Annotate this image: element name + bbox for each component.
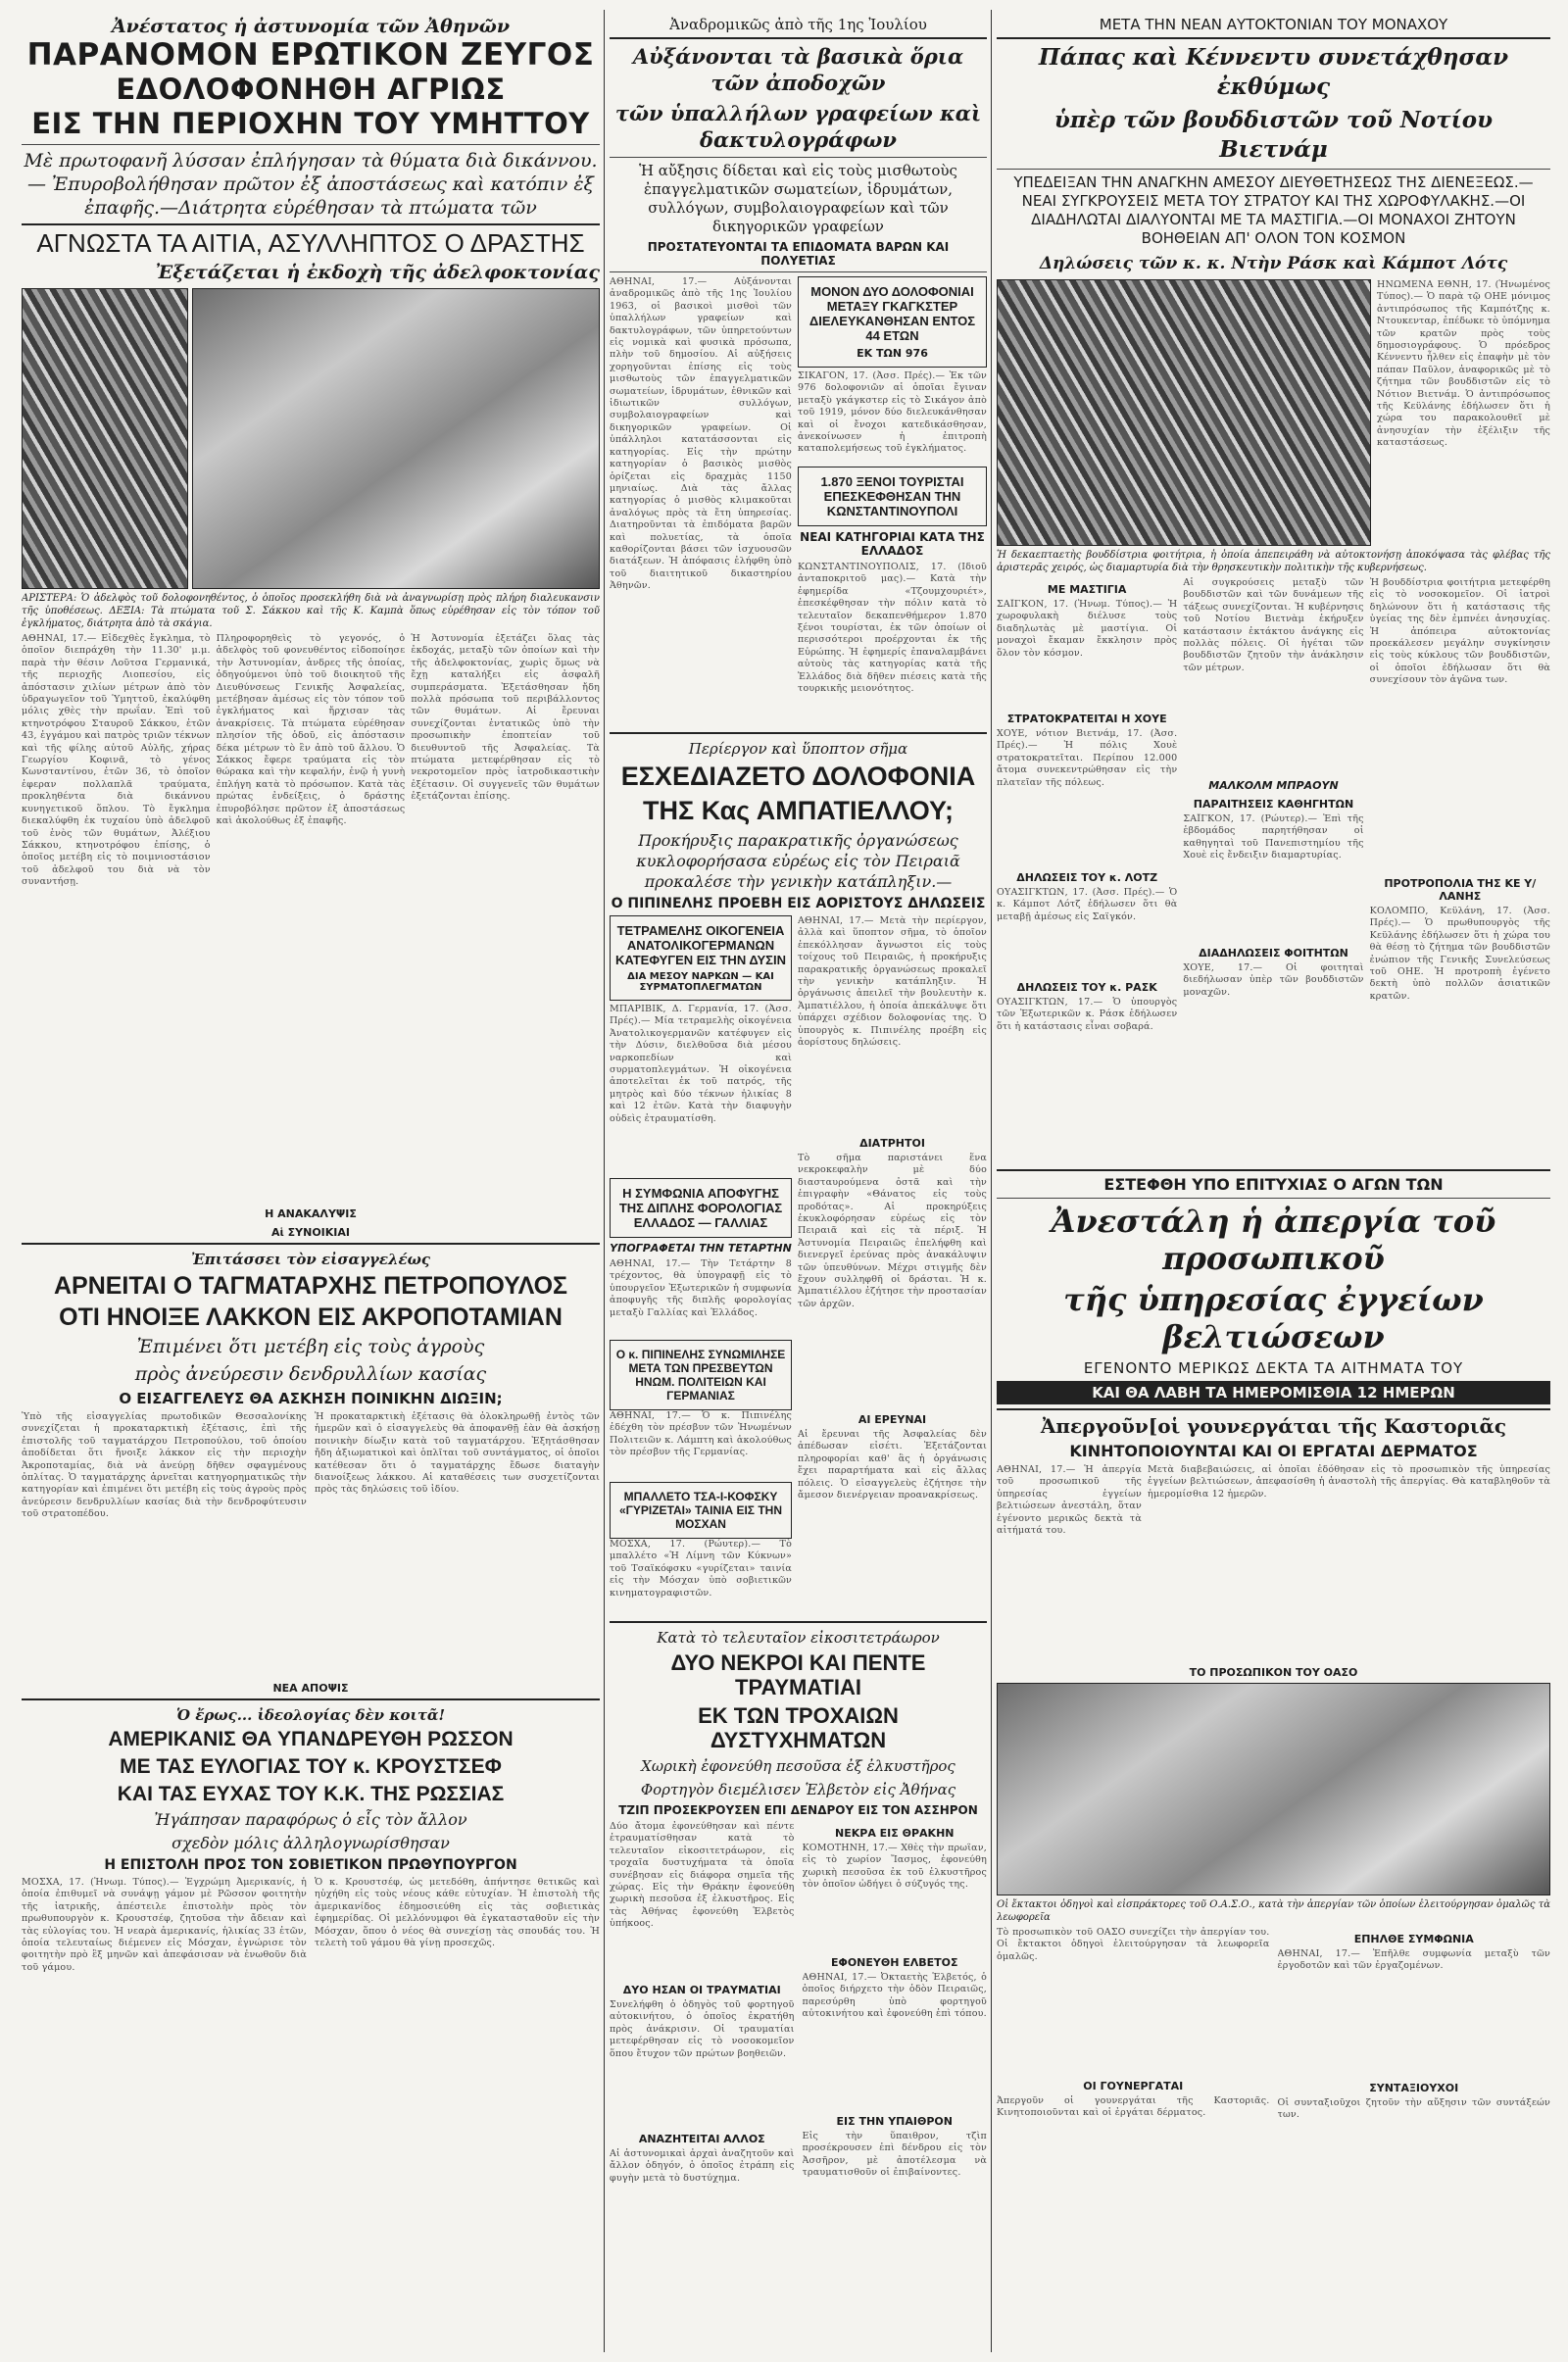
section-title: ΔΙΑΤΡΗΤΟΙ (859, 1137, 925, 1150)
section-title: ΔΥΟ ΗΣΑΝ ΟΙ ΤΡΑΥΜΑΤΙΑΙ (622, 1984, 781, 1996)
article-text: Μετὰ διαβεβαιώσεις, αἱ ὁποῖαι ἐδόθησαν εἰς τὸ προσωπικὸν τῆς ὑπηρεσίας ἐγγείων βελτιώσεων, ἀπεφασίσθη ἡ ἀναστολὴ τῆς ἀπεργίας. Θὰ καταβληθοῦν τὰ ἡμερομίσθια 12 ἡμερῶν. (1148, 1464, 1550, 1500)
article-text: ΑΘΗΝΑΙ, 17.— Τὴν Τετάρτην 8 τρέχοντος, θὰ ὑπογραφῇ εἰς τὸ ὑπουργεῖον Ἐξωτερικῶν ἡ συμφωνία ἀποφυγῆς τῆς διπλῆς φορολογίας μεταξὺ Γαλλίας καὶ Ἑλλάδος. (610, 1258, 792, 1318)
article-text: Εἰς τὴν ὕπαιθρον, τζὶπ προσέκρουσεν ἐπὶ δένδρου εἰς τὸν Ἀσσῆρον, μὲ ἀποτέλεσμα νὰ τραυματισθοῦν οἱ ἐπιβαίνοντες. (802, 2131, 987, 2179)
article-text: Οἱ συνταξιοῦχοι ζητοῦν τὴν αὔξησιν τῶν συντάξεών των. (1277, 2097, 1550, 2121)
deck: Ἡ αὔξησις δίδεται καὶ εἰς τοὺς μισθωτοὺς ἐπαγγελματικῶν σωματείων, ἱδρυμάτων, συλλόγων, συμβολαιογραφείων καὶ τῶν δικηγορικῶν γραφείων (639, 162, 957, 235)
subhead: Ο ΠΙΠΙΝΕΛΗΣ ΠΡΟΕΒΗ ΕΙΣ ΑΟΡΙΣΤΟΥΣ ΔΗΛΩΣΕΙΣ (611, 896, 986, 911)
headline: ΑΡΝΕΙΤΑΙ Ο ΤΑΓΜΑΤΑΡΧΗΣ ΠΕΤΡΟΠΟΥΛΟΣ (53, 1272, 568, 1300)
headline: ΕΚ ΤΩΝ ΤΡΟΧΑΙΩΝ ΔΥΣΤΥΧΗΜΑΤΩΝ (698, 1703, 899, 1752)
headline: ΕΙΣ ΤΗΝ ΠΕΡΙΟΧΗΝ ΤΟΥ ΥΜΗΤΤΟΥ (31, 107, 590, 140)
box-headline: Η ΣΥΜΦΩΝΙΑ ΑΠΟΦΥΓΗΣ ΤΗΣ ΔΙΠΛΗΣ ΦΟΡΟΛΟΓΙΑΣ ΕΛΛΑΔΟΣ — ΓΑΛΛΙΑΣ (618, 1186, 783, 1230)
article-text: ΑΘΗΝΑΙ, 17.— Ὀκταετὴς Ἑλβετός, ὁ ὁποῖος διήρχετο τὴν ὁδὸν Πειραιῶς, παρεσύρθη ὑπὸ φορτηγοῦ αὐτοκινήτου καὶ ἐφονεύθη ἐπὶ τόπου. (802, 1972, 987, 2020)
column-middle (610, 10, 987, 2352)
subhead: ΠΡΟΣΤΑΤΕΥΟΝΤΑΙ ΤΑ ΕΠΙΔΟΜΑΤΑ ΒΑΡΩΝ ΚΑΙ ΠΟΛΥΕΤΙΑΣ (647, 240, 950, 268)
subhead: ΤΖΙΠ ΠΡΟΣΕΚΡΟΥΣΕΝ ΕΠΙ ΔΕΝΔΡΟΥ ΕΙΣ ΤΟΝ ΑΣΣΗΡΟΝ (618, 1803, 978, 1817)
article-text: Αἱ ἀστυνομικαὶ ἀρχαὶ ἀναζητοῦν καὶ ἄλλον ὁδηγόν, ὁ ὁποῖος ἐτράπη εἰς φυγὴν μετὰ τὸ δυστύχημα. (610, 2148, 795, 2184)
subhead: ΑΓΝΩΣΤΑ ΤΑ ΑΙΤΙΑ, ΑΣΥΛΛΗΠΤΟΣ Ο ΔΡΑΣΤΗΣ (36, 228, 585, 258)
section-title: ΜΕ ΜΑΣΤΙΓΙΑ (1047, 583, 1127, 596)
deck: Φορτηγὸν διεμέλισεν Ἑλβετὸν εἰς Ἀθήνας (640, 1781, 956, 1798)
article-text: Ἀπεργοῦν οἱ γουνεργάται τῆς Καστοριᾶς. Κινητοποιοῦνται καὶ οἱ ἐργάται δέρματος. (997, 2095, 1270, 2119)
headline: ΟΤΙ ΗΝΟΙΞΕ ΛΑΚΚΟΝ ΕΙΣ ΑΚΡΟΠΟΤΑΜΙΑΝ (59, 1304, 563, 1331)
photo-brother (22, 288, 188, 589)
kicker: Ὁ ἔρως... ἰδεολογίας δὲν κοιτᾶ! (175, 1706, 446, 1724)
headline: ΚΑΙ ΤΑΣ ΕΥΧΑΣ ΤΟΥ Κ.Κ. ΤΗΣ ΡΩΣΣΙΑΣ (117, 1783, 505, 1805)
article-text: ΚΩΝΣΤΑΝΤΙΝΟΥΠΟΛΙΣ, 17. (Ιδιοῦ ἀνταποκριτοῦ μας).— Κατὰ τὴν ἐφημερίδα «Τζουμχουριέτ», ἐπεσκέφθησαν τὴν πόλιν κατὰ τὸ τελευταῖον δεκαπενθήμερον 1.870 ξένοι τουρίσται, ἐκ τῶν ὁποίων οἱ περισσότεροι προέρχονται ἐκ τῆς Εὐρώπης. Ἡ ἐφημερίς ἐπαναλαμβάνει αὐτοὺς τὰς κατηγορίας κατὰ τῆς Ἑλλάδος διὰ δῆθεν πιέσεις κατὰ τῆς τουρκικῆς μειονότητος. (798, 562, 987, 695)
kicker: Ἀνέστατος ἡ ἀστυνομία τῶν Ἀθηνῶν (111, 16, 511, 37)
box-headline: Ο κ. ΠΙΠΙΝΕΛΗΣ ΣΥΝΩΜΙΛΗΣΕ ΜΕΤΑ ΤΩΝ ΠΡΕΣΒΕΥΤΩΝ ΗΝΩΜ. ΠΟΛΙΤΕΙΩΝ ΚΑΙ ΓΕΡΜΑΝΙΑΣ (615, 1348, 786, 1402)
subdeck: Ἐξετάζεται ἡ ἐκδοχὴ τῆς ἀδελφοκτονίας (155, 262, 600, 283)
box-subhead: ΥΠΟΓΡΑΦΕΤΑΙ ΤΗΝ ΤΕΤΑΡΤΗΝ (610, 1242, 792, 1255)
deck: ΚΑΙ ΘΑ ΛΑΒΗ ΤΑ ΗΜΕΡΟΜΙΣΘΙΑ 12 ΗΜΕΡΩΝ (997, 1381, 1550, 1404)
section-title: ΤΟ ΠΡΟΣΩΠΙΚΟΝ ΤΟΥ ΟΑΣΟ (1189, 1666, 1358, 1679)
kicker: ΜΕΤΑ ΤΗΝ ΝΕΑΝ ΑΥΤΟΚΤΟΝΙΑΝ ΤΟΥ ΜΟΝΑΧΟΥ (1099, 16, 1448, 33)
subhead: Η ΕΠΙΣΤΟΛΗ ΠΡΟΣ ΤΟΝ ΣΟΒΙΕΤΙΚΟΝ ΠΡΩΘΥΠΟΥΡΓΟΝ (104, 1857, 517, 1873)
article-text: Τὸ σῆμα παριστάνει ἕνα νεκροκεφαλὴν μὲ δύο διασταυρούμενα ὀστᾶ καὶ τὴν ἐπιγραφὴν «Θάνατος εἰς τοὺς προδότας». Αἱ προκηρύξεις ἐκυκλοφόρησαν εὐρέως εἰς τὸν Πειραιᾶ καὶ εἰς τὰ πέριξ. Ἡ Ἀστυνομία Πειραιῶς ἐπελήφθη καὶ διενεργεῖ ἐρεύνας πρὸς ἀνακάλυψιν τῶν ὑπευθύνων. Μέχρι στιγμῆς δὲν ἔχουν συλληφθῆ οἱ δράσται. Ἡ κ. Ἀμπατιέλλου ἐζήτησε τὴν προστασίαν τῶν ἀρχῶν. (798, 1153, 987, 1309)
headline: ΕΣΧΕΔΙΑΖΕΤΟ ΔΟΛΟΦΟΝΙΑ (620, 762, 976, 791)
article-text: Ἡ βουδδίστρια φοιτήτρια μετεφέρθη εἰς τὸ νοσοκομεῖον. Οἱ ἰατροὶ δηλώνουν ὅτι ἡ κατάστασις τῆς ὑγείας της δὲν ἐμπνέει ἀνησυχίας. Ἡ ἀπόπειρα αὐτοκτονίας προεκάλεσεν μεγάλην συγκίνησιν εἰς τοὺς κύκλους τῶν βουδδιστῶν, οἱ ὁποῖοι ἐδήλωσαν ὅτι θὰ συνεχίσουν τὸν ἀγῶνα των. (1369, 577, 1550, 686)
deck: ΕΓΕΝΟΝΤΟ ΜΕΡΙΚΩΣ ΔΕΚΤΑ ΤΑ ΑΙΤΗΜΑΤΑ ΤΟΥ (1083, 1359, 1464, 1377)
section-title: ΝΕΑ ΑΠΟΨΙΣ (272, 1682, 349, 1695)
deck: Προκήρυξις παρακρατικῆς ὀργανώσεως κυκλοφορήσασα εὐρέως εἰς τὸν Πειραιᾶ προκαλέσε τὴν γενικὴν κατάπληξιν.— (636, 831, 960, 891)
article-text: Ὁ κ. Κρουστσέφ, ὡς μετεδόθη, ἀπήντησε θετικῶς καὶ ηὐχήθη εἰς τοὺς νέους κάθε εὐτυχίαν. Ἡ ἐπιστολὴ τῆς ἀμερικανίδος ἐδημοσιεύθη εἰς τὰς σοβιετικὰς ἐφημερίδας. Οἱ μελλόνυμφοι θὰ ἐγκατασταθοῦν εἰς τὴν Μόσχαν, ὅπου ὁ νέος θὰ συνεχίσῃ τὰς σπουδάς του. Ἡ τελετὴ τοῦ γάμου θὰ γίνῃ προσεχῶς. (315, 1877, 600, 1949)
headline: ΠΑΡΑΝΟΜΟΝ ΕΡΩΤΙΚΟΝ ΖΕΥΓΟΣ (26, 37, 595, 73)
deck: Χωρικὴ ἐφονεύθη πεσοῦσα ἐξ ἐλκυστῆρος (641, 1757, 956, 1775)
deck: Μὲ πρωτοφανῆ λύσσαν ἐπλήγησαν τὰ θύματα διὰ δικάννου.— Ἐπυροβολήθησαν πρῶτον ἐξ ἀποστάσεως καὶ κατόπιν ἐξ ἐπαφῆς.—Διάτρητα εὑρέθησαν τὰ πτώματα τῶν (24, 150, 598, 219)
column-right (997, 10, 1550, 2352)
article-text: ΣΙΚΑΓΟΝ, 17. (Ἀσσ. Πρές).— Ἐκ τῶν 976 δολοφονιῶν αἱ ὁποῖαι ἔγιναν μεταξὺ γκάγκστερ εἰς τὸ Σικάγον ἀπὸ τοῦ 1919, μόνον δύο διελευκάνθησαν καὶ οἱ ἔνοχοι κατεδικάσθησαν, ἀνεκοίνωσεν ἡ ἐπιτροπὴ καταπολεμήσεως τοῦ ἐγκλήματος. (798, 370, 987, 455)
photo-caption: Ἡ δεκαεπταετὴς βουδδίστρια φοιτήτρια, ἡ ὁποία ἀπεπειράθη νὰ αὐτοκτονήσῃ ἀποκόψασα τὰς φλέβας τῆς ἀριστερᾶς χειρός, ὡς διαμαρτυρία διὰ τὴν θρησκευτικὴν πολιτικὴν τῆς κυβερνήσεως. (997, 550, 1550, 573)
article-text: ΣΑΪΓΚΟΝ, 17. (Ρώυτερ).— Ἐπὶ τῆς ἑβδομάδος παρητήθησαν οἱ καθηγηταὶ τοῦ Πανεπιστημίου τῆς Χουὲ εἰς ἔνδειξιν διαμαρτυρίας. (1183, 813, 1364, 861)
article-text: ΜΠΑΡΙΒΙΚ, Δ. Γερμανία, 17. (Ἀσσ. Πρές).— Μία τετραμελὴς οἰκογένεια Ἀνατολικογερμανῶν κατέφυγεν εἰς τὴν Δύσιν, διελθοῦσα διὰ μέσου ναρκοπεδίων καὶ συρματοπλεγμάτων. Ἡ οἰκογένεια ἀποτελεῖται ἐκ τοῦ πατρός, τῆς μητρὸς καὶ δύο τέκνων ἡλικίας 8 καὶ 12 ἐτῶν. Κατὰ τὴν διαφυγὴν οὐδεὶς ἐτραυματίσθη. (610, 1004, 792, 1124)
subhead: Ο ΕΙΣΑΓΓΕΛΕΥΣ ΘΑ ΑΣΚΗΣΗ ΠΟΙΝΙΚΗΝ ΔΙΩΞΙΝ; (119, 1390, 503, 1407)
column-rule (991, 10, 992, 2352)
box-subhead: ΕΚ ΤΩΝ 976 (857, 347, 928, 360)
kicker: Περίεργον καὶ ὕποπτον σῆμα (688, 740, 908, 758)
column-left (22, 10, 600, 2352)
article-text: Αἱ συγκρούσεις μεταξὺ τῶν βουδδιστῶν καὶ τῶν δυνάμεων τῆς τάξεως συνεχίζονται. Ἡ κυβέρνησις τοῦ Νοτίου Βιετνὰμ ἐκήρυξεν κατάστασιν ἐκτάκτου ἀνάγκης εἰς πολλὰς πόλεις. Οἱ ἡγέται τῶν βουδδιστῶν ζητοῦν τὴν ἀνάκλησιν τῶν μέτρων. (1183, 577, 1364, 673)
section-title: ΣΥΝΤΑΞΙΟΥΧΟΙ (1369, 2082, 1459, 2094)
article-text: ΑΘΗΝΑΙ, 17.— Ὁ κ. Πιπινέλης ἐδέχθη τὸν πρέσβυν τῶν Ἡνωμένων Πολιτειῶν κ. Λάμπτη καὶ ἀκολούθως τὸν πρέσβυν τῆς Γερμανίας. (610, 1410, 792, 1458)
article-text: ΗΝΩΜΕΝΑ ΕΘΝΗ, 17. (Ἡνωμένος Τύπος).— Ὁ παρὰ τῷ ΟΗΕ μόνιμος ἀντιπρόσωπος τῆς Καμπότζης κ. Ντουκενταρ, ἐπέδωκε τὸ ὑπόμνημα τῶν κρατῶν πρὸς τοὺς δημοσιογράφους. Ὁ πρόεδρος Κέννεντυ ἦλθεν εἰς ἐπαφὴν μὲ τὸν πάπαν Παῦλον, ἀναφορικῶς μὲ τὸ ζήτημα τῶν βουδδιστῶν εἰς τὸ Νότιον Βιετνάμ. Ὁ ἀντιπρόσωπος τῆς Κεϋλάνης ἐδήλωσεν ὅτι ἡ χώρα του παρακολουθεῖ μὲ ἀνησυχίαν τὴν ἐξέλιξιν τῆς καταστάσεως. (1377, 279, 1550, 449)
article-text: ΧΟΥΕ, νότιον Βιετνάμ, 17. (Ἀσσ. Πρές).— Ἡ πόλις Χουὲ στρατοκρατεῖται. Περίπου 12.000 ἄτομα συνεκεντρώθησαν εἰς τὴν πλατεῖαν τῆς πόλεως. (997, 728, 1178, 788)
headline: τῶν ὑπαλλήλων γραφείων καὶ δακτυλογράφων (614, 101, 982, 152)
article-text: Ἡ προκαταρκτικὴ ἐξέτασις θὰ ὁλοκληρωθῇ ἐντὸς τῶν ἡμερῶν καὶ ὁ εἰσαγγελεὺς θὰ ἀποφανθῇ ἐὰν θὰ ἀσκήσῃ ποινικὴν δίωξιν κατὰ τοῦ ταγματάρχου. Ἐξητάσθησαν ἤδη ἀξιωματικοὶ καὶ ὁπλῖται τοῦ συντάγματος, οἱ ὁποῖοι κατέθεσαν ὅτι ὁ ταγματάρχης ἔδωσε διαταγὴν διανοίξεως λάκκου. Αἱ καταθέσεις των συσχετίζονται πρὸς τὰς δηλώσεις τοῦ ἰδίου. (315, 1411, 600, 1496)
article-text: ΑΘΗΝΑΙ, 17.— Ἐπῆλθε συμφωνία μεταξὺ τῶν ἐργοδοτῶν καὶ τῶν ἐργαζομένων. (1277, 1948, 1550, 1972)
deck: πρὸς ἀνεύρεσιν δενδρυλλίων κασίας (134, 1363, 487, 1385)
section-title: ΕΙΣ ΤΗΝ ΥΠΑΙΘΡΟΝ (836, 2115, 953, 2128)
section-title: ΟΙ ΓΟΥΝΕΡΓΑΤΑΙ (1083, 2080, 1184, 2092)
section-title: ΠΑΡΑΙΤΗΣΕΙΣ ΚΑΘΗΓΗΤΩΝ (1193, 798, 1354, 811)
byline: ΜΑΛΚΟΛΜ ΜΠΡΑΟΥΝ (1208, 779, 1339, 792)
subhead: ΚΙΝΗΤΟΠΟΙΟΥΝΤΑΙ ΚΑΙ ΟΙ ΕΡΓΑΤΑΙ ΔΕΡΜΑΤΟΣ (1069, 1442, 1478, 1460)
section-title: ΝΕΚΡΑ ΕΙΣ ΘΡΑΚΗΝ (835, 1827, 955, 1840)
box-subhead: ΔΙΑ ΜΕΣΟΥ ΝΑΡΚΩΝ — ΚΑΙ ΣΥΡΜΑΤΟΠΛΕΓΜΑΤΩΝ (627, 971, 774, 993)
section-title: ΔΙΑΔΗΛΩΣΕΙΣ ΦΟΙΤΗΤΩΝ (1199, 947, 1348, 960)
photo-caption: ΑΡΙΣΤΕΡΑ: Ὁ ἀδελφὸς τοῦ δολοφονηθέντος, ὁ ὁποῖος προσεκλήθη διὰ νὰ ἀναγνωρίσῃ πρὸς πλήρη διαλευκανσιν τῆς ὑποθέσεως. ΔΕΞΙΑ: Τὰ πτώματα τοῦ Σ. Σάκκου καὶ τῆς Κ. Καμπὰ ὅπως εὑρέθησαν εἰς τὸν τόπον τοῦ ἐγκλήματος, διάτρητα ἀπὸ τὰ σκάγια. (22, 593, 600, 629)
headline: Ἀπεργοῦν[οἱ γουνεργάται τῆς Καστοριᾶς (1040, 1414, 1507, 1438)
headline: Αὐξάνονται τὰ βασικὰ ὅρια τῶν ἀποδοχῶν (632, 44, 964, 95)
article-text: Ὑπὸ τῆς εἰσαγγελίας πρωτοδικῶν Θεσσαλονίκης συνεχίζεται ἡ προκαταρκτικὴ ἐξέτασις, ἐπὶ τῆς ἐπιστολῆς τοῦ ταγματάρχου Πετροπούλου, τοῦ ὁποίου ἀποδίδεται ὅτι ἤνοιξε λάκκον εἰς τὴν περιοχὴν Ἀκροποταμίας, διὰ νὰ ἀνεύρῃ δῆθεν σφαγμένους ὀπλίτας. Ὁ ταγματάρχης ἀρνεῖται κατηγορηματικῶς τὴν κατηγορίαν καὶ ἐπιμένει ὅτι μετέβη εἰς τοὺς ἀγροὺς πρὸς ἀνεύρεσιν δενδρυλλίων κασίας διὰ τὴν δενδροφύτευσιν τοῦ στρατοπέδου. (22, 1411, 307, 1520)
article-text: ΚΟΛΟΜΠΟ, Κεϋλάνη, 17. (Ἀσσ. Πρές).— Ὁ πρωθυπουργὸς τῆς Κεϋλάνης ἐδήλωσεν ὅτι ἡ χώρα του θὰ θέσῃ τὸ ζήτημα τῶν βουδδιστῶν ἐνώπιον τῆς Γενικῆς Συνελεύσεως τοῦ ΟΗΕ. Ἡ προτροπὴ ἐγένετο δεκτὴ ὑπὸ πολλῶν ἀσιατικῶν κρατῶν. (1369, 906, 1550, 1002)
headline: ΕΔΟΛΟΦΟΝΗΘΗ ΑΓΡΙΩΣ (116, 73, 506, 106)
article-text: Πληροφορηθεὶς τὸ γεγονός, ὁ ἀδελφὸς τοῦ φονευθέντος εἰδοποίησε τὴν Ἀστυνομίαν, ἀνδρες τῆς ὁποίας, ὁδηγούμενοι ὑπὸ τοῦ διοικητοῦ τῆς Διευθύνσεως Γενικῆς Ἀσφαλείας, μετέβησαν ἀμέσως εἰς τὸν τόπον τοῦ ἐγκλήματος καὶ ἤρχισαν τὰς ἀνακρίσεις. Τὰ πτώματα εὑρέθησαν πλησίον τῆς ὁδοῦ, εἰς ἀπόστασιν δέκα μέτρων τὸ ἓν ἀπὸ τοῦ ἄλλου. Ὁ Σάκκος ἔφερε τραύματα εἰς τὸν θώρακα καὶ τὴν κεφαλήν, ἐνῷ ἡ γυνὴ ἐπλήγη κατὰ τὸ πρόσωπον. Κατὰ τὰς πρώτας ἐνδείξεις, ὁ δράστης ἐπυροβόλησε πρῶτον ἐξ ἀποστάσεως καὶ ἀκολούθως ἐξ ἐπαφῆς. (216, 633, 406, 827)
article-text: ΜΟΣΧΑ, 17. (Ρώυτερ).— Τὸ μπαλλέτο «Ἡ Λίμνη τῶν Κύκνων» τοῦ Τσαϊκόφσκυ «γυρίζεται» ταινία εἰς τὴν Μόσχαν ὑπὸ σοβιετικῶν κινηματογραφιστῶν. (610, 1539, 792, 1599)
kicker: Κατὰ τὸ τελευταῖον εἰκοσιτετράωρον (657, 1629, 940, 1647)
article-text: ΜΟΣΧΑ, 17. (Ἠνωμ. Τύπος).— Ἐγχρώμη Ἀμερικανίς, ἡ ὁποία ἐπιθυμεῖ νὰ συνάψῃ γάμον μὲ Ρῶσσον φοιτητὴν τῆς ἰατρικῆς, ἀπέστειλε ἐπιστολὴν πρὸς τὸν πρωθυπουργὸν κ. Κρουστσέφ, ζητοῦσα τὴν ἄδειαν καὶ τὰς εὐλογίας του. Ἡ νεαρὰ ἀμερικανίς, ἡλικίας 33 ἐτῶν, ὁποία τελευταίως διέμενεν εἰς Μόσχαν, ἐγνώρισε τὸν φοιτητὴν πρὸ ἓξ μηνῶν καὶ ἀπεφάσισαν νὰ ἐνωθοῦν διὰ τοῦ γάμου. (22, 1877, 307, 1973)
section-title: ΑΝΑΖΗΤΕΙΤΑΙ ΑΛΛΟΣ (638, 2133, 765, 2145)
subdeck: Δηλώσεις τῶν κ. κ. Ντὴν Ράσκ καὶ Κάμποτ Λότς (1039, 254, 1508, 273)
kicker: ΕΣΤΕΦΘΗ ΥΠΟ ΕΠΙΤΥΧΙΑΣ Ο ΑΓΩΝ ΤΩΝ (1103, 1175, 1444, 1194)
article-text: ΑΘΗΝΑΙ, 17.— Αὐξάνονται ἀναδρομικῶς ἀπὸ τῆς 1ης Ἰουλίου 1963, οἱ βασικοὶ μισθοὶ τῶν ὑπαλλήλων γραφείων καὶ δακτυλογράφων, τῶν ὑπηρετούντων εἰς νομικὰ καὶ φυσικὰ πρόσωπα, πλὴν τοῦ δημοσίου. Αἱ αὐξήσεις χορηγοῦνται ἐπίσης εἰς τοὺς μισθωτοὺς τῶν ἐπαγγελματικῶν σωματείων, ἱδρυμάτων, ἐθνικῶν καὶ ἰδιωτικῶν συλλόγων, συμβολαιογραφείων καὶ δικηγορικῶν γραφείων. Οἱ ὑπάλληλοι κατατάσσονται εἰς κατηγορίας. Εἰς τὴν πρώτην κατηγορίαν ὁ βασικὸς μισθὸς ὁρίζεται εἰς δραχμὰς 1150 μηνιαίως. Διὰ τὰς ἄλλας κατηγορίας ὁ μισθὸς κλιμακοῦται ἀναλόγως πρὸς τὰ ἔτη ὑπηρεσίας. Διατηροῦνται τὰ ἐπιδόματα βαρῶν καὶ πολυετίας, τὰ ὁποῖα καθορίζονται βάσει τῶν ἰσχυουσῶν διατάξεων. Ἡ ἀπόφασις ἐλήφθη ὑπὸ τοῦ διαιτητικοῦ δικαστηρίου Ἀθηνῶν. (610, 276, 792, 592)
photo-bus-drivers (997, 1683, 1550, 1895)
box-headline: ΤΕΤΡΑΜΕΛΗΣ ΟΙΚΟΓΕΝΕΙΑ ΑΝΑΤΟΛΙΚΟΓΕΡΜΑΝΩΝ ΚΑΤΕΦΥΓΕΝ ΕΙΣ ΤΗΝ ΔΥΣΙΝ (615, 923, 786, 967)
article-text: ΣΑΪΓΚΟΝ, 17. (Ἠνωμ. Τύπος).— Ἡ χωροφυλακὴ διέλυσε τοὺς διαδηλωτὰς μὲ μαστίγια. Οἱ μοναχοὶ ἔκαμαν ἔκκλησιν πρὸς ὅλον τὸν κόσμον. (997, 599, 1178, 659)
section-title: ΑΙ ΕΡΕΥΝΑΙ (858, 1413, 927, 1426)
kicker: Ἀναδρομικῶς ἀπὸ τῆς 1ης Ἰουλίου (669, 16, 927, 33)
headline: ΜΕ ΤΑΣ ΕΥΛΟΓΙΑΣ ΤΟΥ κ. ΚΡΟΥΣΤΣΕΦ (120, 1755, 502, 1778)
box-headline: ΜΟΝΟΝ ΔΥΟ ΔΟΛΟΦΟΝΙΑΙ ΜΕΤΑΞΥ ΓΚΑΓΚΣΤΕΡ ΔΙΕΛΕΥΚΑΝΘΗΣΑΝ ΕΝΤΟΣ 44 ΕΤΩΝ (808, 284, 976, 343)
kicker: Ἐπιτάσσει τὸν εἰσαγγελέως (190, 1251, 431, 1268)
photo-caption: Οἱ ἔκτακτοι ὁδηγοὶ καὶ εἰσπράκτορες τοῦ Ο.Α.Σ.Ο., κατὰ τὴν ἀπεργίαν τῶν ὁποίων ἐλειτούργησαν ὁμαλῶς τὰ λεωφορεῖα (997, 1899, 1550, 1923)
section-title: Η ΑΝΑΚΑΛΥΨΙΣ (265, 1207, 357, 1220)
article-text: Δύο ἄτομα ἐφονεύθησαν καὶ πέντε ἐτραυματίσθησαν κατὰ τὸ τελευταῖον εἰκοσιτετράωρον, εἰς τροχαῖα δυστυχήματα τὰ ὁποῖα συνέβησαν εἰς διάφορα σημεῖα τῆς χώρας. Εἰς τὴν Θράκην ἐφονεύθη χωρικὴ πεσοῦσα ἐξ ἐλκυστῆρος. Εἰς τὰς Ἀθήνας ἐφονεύθη Ἑλβετὸς ὑπήκοος. (610, 1821, 795, 1930)
headline: ὑπὲρ τῶν βουδδιστῶν τοῦ Νοτίου Βιετνάμ (1054, 107, 1494, 163)
article-text: Αἱ ἔρευναι τῆς Ἀσφαλείας δὲν ἀπέδωσαν εἰσέτι. Ἐξετάζονται πληροφορίαι καθ' ἃς ἡ ὀργάνωσις ἔχει παραρτήματα καὶ εἰς ἄλλας πόλεις. Ὁ εἰσαγγελεὺς ἐζήτησε τὴν ἄμεσον διενέργειαν προανακρίσεως. (798, 1429, 987, 1501)
article-text: ΚΟΜΟΤΗΝΗ, 17.— Χθὲς τὴν πρωΐαν, εἰς τὸ χωρίον Ἴασμος, ἐφονεύθη χωρικὴ πεσοῦσα ἐκ τοῦ ἐλκυστῆρος τὸν ὁποῖον ὡδήγει ὁ σύζυγός της. (802, 1843, 987, 1891)
article-text: Συνελήφθη ὁ ὁδηγὸς τοῦ φορτηγοῦ αὐτοκινήτου, ὁ ὁποῖος ἐκρατήθη πρὸς ἀνάκρισιν. Οἱ τραυματίαι μετεφέρθησαν εἰς τὸ νοσοκομεῖον ὅπου ἔτυχον τῶν πρώτων βοηθειῶν. (610, 1999, 795, 2059)
section-title: ΔΗΛΩΣΕΙΣ ΤΟΥ κ. ΛΟΤΖ (1016, 871, 1158, 884)
headline: Πάπας καὶ Κέννεντυ συνετάχθησαν ἐκθύμως (1038, 44, 1509, 100)
box-subhead: ΝΕΑΙ ΚΑΤΗΓΟΡΙΑΙ ΚΑΤΑ ΤΗΣ ΕΛΛΑΔΟΣ (800, 530, 985, 558)
article-text: ΟΥΑΣΙΓΚΤΩΝ, 17.— Ὁ ὑπουργὸς τῶν Ἐξωτερικῶν κ. Ράσκ ἐδήλωσεν ὅτι ἡ κατάστασις εἶναι σοβαρά. (997, 997, 1178, 1032)
headline: ΑΜΕΡΙΚΑΝΙΣ ΘΑ ΥΠΑΝΔΡΕΥΘΗ ΡΩΣΣΟΝ (108, 1728, 514, 1750)
article-text: ΧΟΥΕ, 17.— Οἱ φοιτηταὶ διεδήλωσαν ὑπὲρ τῶν βουδδιστῶν μοναχῶν. (1183, 962, 1364, 998)
headline: τῆς ὑπηρεσίας ἐγγείων βελτιώσεων (1063, 1281, 1484, 1355)
photo-student (997, 279, 1371, 546)
photo-crime-scene (192, 288, 600, 589)
headline: Ἀνεστάλη ἡ ἀπεργία τοῦ προσωπικοῦ (1051, 1203, 1496, 1277)
section-title: ΕΠΗΛΘΕ ΣΥΜΦΩΝΙΑ (1353, 1933, 1474, 1945)
deck: σχεδὸν μόλις ἀλληλογνωρίσθησαν (172, 1834, 450, 1852)
article-text: Ἡ Ἀστυνομία ἐξετάζει ὅλας τὰς ἐκδοχάς, μεταξὺ τῶν ὁποίων καὶ τὴν τῆς ἀδελφοκτονίας, χωρὶς ὅμως νὰ ἔχῃ καταλήξει εἰς ἀσφαλῆ συμπεράσματα. Ἐξετάσθησαν ἤδη πολλὰ πρόσωπα τοῦ περιβάλλοντος τῶν θυμάτων. Αἱ ἔρευναι συνεχίζονται ἐντατικῶς ὑπὸ τὴν προσωπικὴν ἐποπτείαν τοῦ διευθυντοῦ τῆς Ἀσφαλείας. Τὰ πτώματα μετεφέρθησαν εἰς τὸ νεκροτομεῖον πρὸς ἰατροδικαστικὴν ἐξέτασιν. Οἱ συγγενεῖς τῶν θυμάτων ἐξετάζονται ἐπίσης. (411, 633, 600, 803)
article-text: ΑΘΗΝΑΙ, 17.— Ἡ ἀπεργία τοῦ προσωπικοῦ τῆς ὑπηρεσίας ἐγγείων βελτιώσεων ἀνεστάλη, ὅταν ἐγένοντο μερικῶς δεκτὰ τὰ αἰτήματά του. (997, 1464, 1142, 1537)
section-title: Αἱ ΣΥΝΟΙΚΙΑΙ (271, 1226, 350, 1239)
deck: ΥΠΕΔΕΙΞΑΝ ΤΗΝ ΑΝΑΓΚΗΝ ΑΜΕΣΟΥ ΔΙΕΥΘΕΤΗΣΕΩΣ ΤΗΣ ΔΙΕΝΕΞΕΩΣ.—ΝΕΑΙ ΣΥΓΚΡΟΥΣΕΙΣ ΜΕΤΑ ΤΟΥ ΣΤΡΑΤΟΥ ΚΑΙ ΤΗΣ ΧΩΡΟΦΥΛΑΚΗΣ.—ΟΙ ΔΙΑΔΗΛΩΤΑΙ ΔΙΑΛΥΟΝΤΑΙ ΜΕ ΤΑ ΜΑΣΤΙΓΙΑ.—ΟΙ ΜΟΝΑΧΟΙ ΖΗΤΟΥΝ ΒΟΗΘΕΙΑΝ ΑΠ' ΟΛΟΝ ΤΟΝ ΚΟΣΜΟΝ (1013, 173, 1534, 247)
deck: Ἐπιμένει ὅτι μετέβη εἰς τοὺς ἀγροὺς (136, 1336, 485, 1357)
headline: ΔΥΟ ΝΕΚΡΟΙ ΚΑΙ ΠΕΝΤΕ ΤΡΑΥΜΑΤΙΑΙ (670, 1650, 926, 1699)
article-text: ΑΘΗΝΑΙ, 17.— Μετὰ τὴν περίεργον, ἀλλὰ καὶ ὕποπτον σῆμα, τὸ ὁποῖον ἐπεκόλλησαν ἄγνωστοι εἰς τοὺς τοίχους τοῦ Πειραιῶς, ἡ προκήρυξις παρακρατικῆς ὀργανώσεως προκαλεῖ τὴν γενικὴν κατάπληξιν. Ἡ ὀργάνωσις ἀπειλεῖ τὴν βουλευτὴν κ. Ἀμπατιέλλου, ἡ ὁποία ἀπεκάλυψε ὅτι ὑπάρχει σχέδιον δολοφονίας της. Ὁ ὑπουργὸς κ. Πιπινέλης προέβη εἰς ἀορίστους δηλώσεις. (798, 915, 987, 1049)
section-title: ΔΗΛΩΣΕΙΣ ΤΟΥ κ. ΡΑΣΚ (1016, 981, 1157, 994)
headline: ΤΗΣ Κας ΑΜΠΑΤΙΕΛΛΟΥ; (643, 796, 954, 825)
section-title: ΠΡΟΤΡΟΠΟΛΙΑ ΤΗΣ ΚΕ Υ/ΛΑΝΗΣ (1384, 877, 1537, 903)
box-headline: ΜΠΑΛΛΕΤΟ ΤΣΑ-Ι-ΚΟΦΣΚΥ «ΓΥΡΙΖΕΤΑΙ» ΤΑΙΝΙΑ ΕΙΣ ΤΗΝ ΜΟΣΧΑΝ (619, 1490, 782, 1531)
article-text: ΑΘΗΝΑΙ, 17.— Εἰδεχθὲς ἔγκλημα, τὸ ὁποῖον διεπράχθη τὴν 11.30' μ.μ. παρὰ τὴν θέσιν Λοῦτσα Γερμανικά, τῆς περιοχῆς Λιοπεσίου, εἰς ἀπόστασιν χιλίων μέτρων ἀπὸ τὸν ὑδραγωγεῖον τοῦ Ὑμηττοῦ, ἐκαλύφθη μόλις χθὲς τὴν πρωΐαν. Ἐπὶ τοῦ κτηνοτρόφου Σταυροῦ Σάκκου, ἐτῶν 43, ἐγγάμου καὶ πατρὸς τριῶν τέκνων καὶ τῆς φίλης αὐτοῦ Αὐλῆς, χήρας Γεωργίου Κοφινᾶ, τὸ γένος Κωνσταντίνου, ἐτῶν 36, τὸ ὁποῖον ἐφεραν πολλαπλᾶ τραύματα, προκληθέντα διὰ δικάννου κυνηγετικοῦ ὅπλου. Τὸ ἔγκλημα διεκαλύφθη ἐκ τυχαίου ὑπὸ ἀδελφοῦ τοῦ ἑνὸς τῶν θυμάτων, Ἀλέξιου Σάκκου, κτηνοτρόφου ἐπίσης, ὁ ὁποῖος μετέβη εἰς τὸ ποιμνιοστάσιον τοῦ ἀδελφοῦ του διὰ νὰ τὸν συναντήσῃ. (22, 633, 211, 888)
column-rule (604, 10, 605, 2352)
section-title: ΕΦΟΝΕΥΘΗ ΕΛΒΕΤΟΣ (830, 1956, 958, 1969)
article-text: ΟΥΑΣΙΓΚΤΩΝ, 17. (Ἀσσ. Πρές).— Ὁ κ. Κάμποτ Λότζ ἐδήλωσεν ὅτι θὰ μεταβῇ ἀμέσως εἰς Σαϊγκόν. (997, 887, 1178, 922)
section-title: ΣΤΡΑΤΟΚΡΑΤΕΙΤΑΙ Η ΧΟΥΕ (1006, 713, 1167, 725)
article-text: Τὸ προσωπικὸν τοῦ ΟΑΣΟ συνεχίζει τὴν ἀπεργίαν του. Οἱ ἔκτακτοι ὁδηγοὶ ἐλειτούργησαν τὰ λεωφορεῖα ὁμαλῶς. (997, 1927, 1270, 1962)
box-headline: 1.870 ΞΕΝΟΙ ΤΟΥΡΙΣΤΑΙ ΕΠΕΣΚΕΦΘΗΣΑΝ ΤΗΝ ΚΩΝΣΤΑΝΤΙΝΟΥΠΟΛΙ (820, 474, 964, 518)
deck: Ἠγάπησαν παραφόρως ὁ εἷς τὸν ἄλλον (154, 1810, 467, 1829)
